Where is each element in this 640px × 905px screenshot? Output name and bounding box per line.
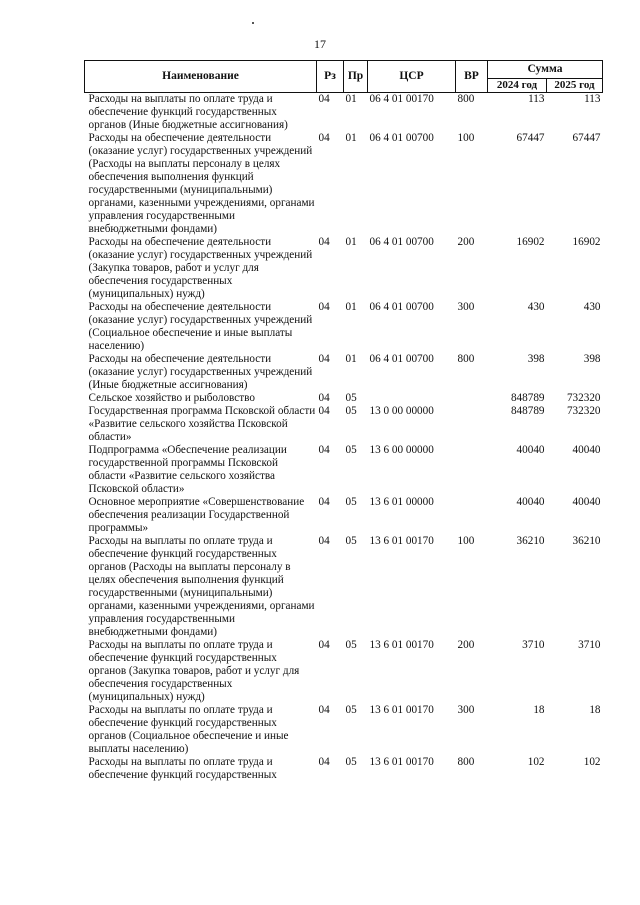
- row-sum-2024: 67447: [516, 132, 545, 144]
- row-pr: 05: [345, 756, 357, 768]
- row-sum-2025: 16902: [572, 236, 601, 248]
- table-row: [85, 93, 603, 133]
- row-csr: [368, 392, 456, 405]
- row-csr: 13 6 00 00000: [369, 444, 434, 456]
- row-vr: 100: [457, 132, 475, 144]
- table-row: [85, 236, 603, 301]
- table-row: [85, 301, 603, 353]
- row-sum-2025: 67447: [572, 132, 601, 144]
- row-rz: 04: [318, 704, 330, 716]
- header-sum: Сумма: [488, 61, 603, 79]
- row-csr: 13 6 01 00170: [369, 756, 434, 768]
- table-row: [85, 535, 603, 639]
- row-pr: 01: [345, 93, 357, 105]
- row-pr: 01: [345, 353, 357, 365]
- row-sum-2024: 36210: [516, 535, 545, 547]
- row-csr: 13 6 01 00170: [369, 704, 434, 716]
- row-rz: 04: [318, 93, 330, 105]
- row-csr: 13 0 00 00000: [369, 405, 434, 417]
- row-sum-2024: 398: [527, 353, 545, 365]
- row-vr: [456, 444, 488, 496]
- table-row: [85, 639, 603, 704]
- header-year-2025: 2025 год: [547, 79, 603, 93]
- table-row: [85, 756, 603, 782]
- row-vr: [456, 392, 488, 405]
- row-csr: 06 4 01 00700: [369, 353, 434, 365]
- row-vr: 300: [457, 704, 475, 716]
- row-pr: 01: [345, 132, 357, 144]
- row-sum-2024: 848789: [510, 392, 545, 404]
- row-name: Подпрограмма «Обеспечение реализации государственной программы Псковской области «Развитие сельского хозяйства Псковской области»: [88, 444, 287, 495]
- row-sum-2025: 113: [584, 93, 601, 105]
- row-sum-2024: 113: [528, 93, 545, 105]
- row-name: Расходы на обеспечение деятельности (оказание услуг) государственных учреждений (Иные бюджетные ассигнования): [88, 353, 313, 391]
- row-pr: 05: [345, 639, 357, 651]
- row-sum-2024: 430: [527, 301, 545, 313]
- row-vr: 200: [457, 639, 475, 651]
- row-rz: 04: [318, 405, 330, 417]
- row-name: Расходы на выплаты по оплате труда и обеспечение функций государственных органов (Расходы на выплаты персоналу в целях обеспечения выполнения функций государственными (муниципальными) органами, казенными учреждениями, органами управления государственными внебюджетными фондами): [88, 535, 315, 638]
- row-sum-2025: 36210: [572, 535, 601, 547]
- row-rz: 04: [318, 496, 330, 508]
- row-name: Расходы на обеспечение деятельности (оказание услуг) государственных учреждений (Закупка товаров, работ и услуг для обеспечения государственных (муниципальных) нужд): [88, 236, 313, 300]
- table-body: [85, 93, 603, 783]
- row-csr: 06 4 01 00700: [369, 301, 434, 313]
- scan-speck: [252, 22, 254, 24]
- table-row: [85, 392, 603, 405]
- row-sum-2025: 430: [583, 301, 601, 313]
- row-csr: 06 4 01 00170: [369, 93, 434, 105]
- row-name: Государственная программа Псковской области «Развитие сельского хозяйства Псковской области»: [88, 405, 316, 443]
- row-rz: 04: [318, 535, 330, 547]
- row-sum-2024: 40040: [516, 496, 545, 508]
- row-pr: 01: [345, 236, 357, 248]
- row-csr: 06 4 01 00700: [369, 132, 434, 144]
- row-rz: 04: [318, 639, 330, 651]
- row-pr: 05: [345, 444, 357, 456]
- table-row: [85, 405, 603, 444]
- row-name: Расходы на выплаты по оплате труда и обеспечение функций государственных органов (Закупка товаров, работ и услуг для обеспечения государственных (муниципальных) нужд): [88, 639, 300, 703]
- row-sum-2024: 102: [527, 756, 545, 768]
- row-sum-2024: 848789: [510, 405, 545, 417]
- row-sum-2025: 18: [589, 704, 601, 716]
- row-rz: 04: [318, 756, 330, 768]
- row-pr: 01: [345, 301, 357, 313]
- row-sum-2025: 102: [583, 756, 601, 768]
- budget-table-container: [84, 60, 602, 782]
- row-vr: 800: [457, 353, 475, 365]
- row-name: Расходы на выплаты по оплате труда и обеспечение функций государственных органов (Иные бюджетные ассигнования): [88, 93, 288, 131]
- row-vr: 100: [457, 535, 475, 547]
- row-rz: 04: [318, 392, 330, 404]
- header-csr: ЦСР: [368, 61, 456, 93]
- header-year-2024: 2024 год: [488, 79, 547, 93]
- row-pr: 05: [345, 392, 357, 404]
- header-name: Наименование: [85, 61, 317, 93]
- row-name: Расходы на обеспечение деятельности (оказание услуг) государственных учреждений (Социальное обеспечение и иные выплаты населению): [88, 301, 313, 352]
- row-sum-2024: 16902: [516, 236, 545, 248]
- header-rz: Рз: [317, 61, 344, 93]
- row-name: Сельское хозяйство и рыболовство: [88, 392, 255, 404]
- row-sum-2025: 398: [583, 353, 601, 365]
- row-name: Расходы на выплаты по оплате труда и обеспечение функций государственных: [88, 756, 277, 781]
- row-sum-2025: 732320: [566, 392, 601, 404]
- table-row: [85, 444, 603, 496]
- row-csr: 13 6 01 00170: [369, 535, 434, 547]
- row-vr: 300: [457, 301, 475, 313]
- row-vr: 800: [457, 756, 475, 768]
- row-pr: 05: [345, 704, 357, 716]
- row-vr: [456, 496, 488, 535]
- row-sum-2024: 3710: [522, 639, 545, 651]
- row-name: Основное мероприятие «Совершенствование обеспечения реализации Государственной программы»: [88, 496, 305, 534]
- row-vr: 200: [457, 236, 475, 248]
- row-vr: [456, 405, 488, 444]
- row-rz: 04: [318, 236, 330, 248]
- header-vr: ВР: [456, 61, 488, 93]
- row-sum-2025: 40040: [572, 444, 601, 456]
- row-csr: 06 4 01 00700: [369, 236, 434, 248]
- table-row: [85, 132, 603, 236]
- table-row: [85, 353, 603, 392]
- row-sum-2024: 18: [533, 704, 545, 716]
- table-row: [85, 704, 603, 756]
- row-pr: 05: [345, 535, 357, 547]
- table-row: [85, 496, 603, 535]
- row-sum-2025: 40040: [572, 496, 601, 508]
- row-sum-2025: 3710: [578, 639, 601, 651]
- row-csr: 13 6 01 00170: [369, 639, 434, 651]
- row-csr: 13 6 01 00000: [369, 496, 434, 508]
- budget-table: [84, 60, 603, 782]
- row-rz: 04: [318, 444, 330, 456]
- row-sum-2024: 40040: [516, 444, 545, 456]
- row-pr: 05: [345, 496, 357, 508]
- page-number: 17: [314, 37, 326, 51]
- row-vr: 800: [457, 93, 475, 105]
- row-rz: 04: [318, 132, 330, 144]
- header-pr: Пр: [344, 61, 368, 93]
- row-rz: 04: [318, 353, 330, 365]
- table-header: [85, 61, 603, 93]
- row-name: Расходы на обеспечение деятельности (оказание услуг) государственных учреждений (Расходы на выплаты персоналу в целях обеспечения выполнения функций государственными (муниципальными) органами, казенными учреждениями, органами управления государственными внебюджетными фондами): [88, 132, 315, 235]
- row-sum-2025: 732320: [566, 405, 601, 417]
- row-name: Расходы на выплаты по оплате труда и обеспечение функций государственных органов (Социальное обеспечение и иные выплаты населению): [88, 704, 289, 755]
- row-pr: 05: [345, 405, 357, 417]
- row-rz: 04: [318, 301, 330, 313]
